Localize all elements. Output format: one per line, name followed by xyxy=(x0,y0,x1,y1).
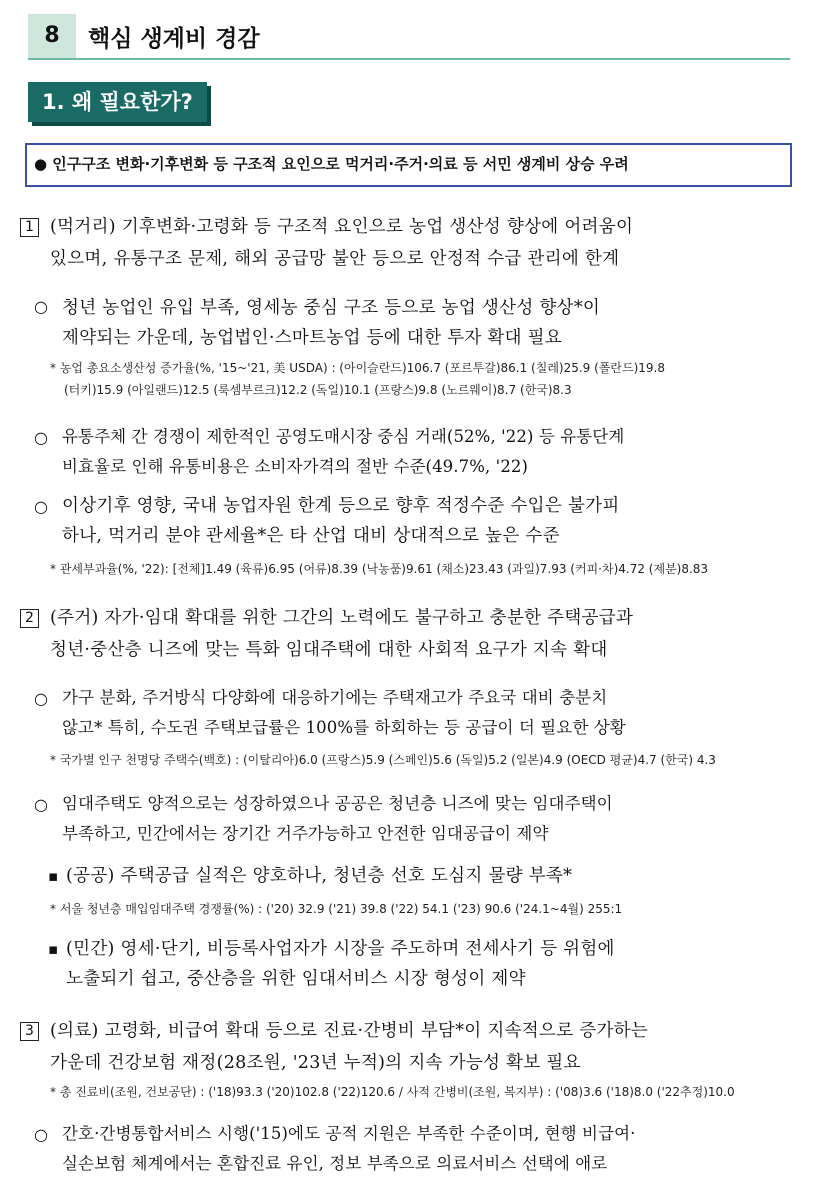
bullet-square: ▪ xyxy=(48,867,59,885)
item-1-2-line-1: 유통주체 간 경쟁이 제한적인 공영도매시장 중심 거래(52%, '22) 등 유통단계 xyxy=(62,427,625,446)
item-2-1-line-2: 않고* 특히, 수도권 주택보급률은 100%를 하회하는 등 공급이 더 필요한 상황 xyxy=(62,718,626,737)
bullet-circle: ○ xyxy=(34,795,48,814)
note-1-3-line-1: * 관세부과율(%, '22): [전체]1.49 (육류)6.95 (어류)8.39 (낙농품)9.61 (채소)23.43 (과일)7.93 (커피·차)4.72 (제분)8.83 xyxy=(50,562,709,576)
note-2-3-line-1: * 서울 청년층 매입임대주택 경쟁률(%) : ('20) 32.9 ('21) 39.8 ('22) 54.1 ('23) 90.6 ('24.1~4월) 255:1 xyxy=(50,902,623,916)
bullet-circle: ○ xyxy=(34,297,48,316)
item-2-2-line-1: 임대주택도 양적으로는 성장하였으나 공공은 청년층 니즈에 맞는 임대주택이 xyxy=(62,794,613,813)
item-1-2-line-2: 비효율로 인해 유통비용은 소비자가격의 절반 수준(49.7%, '22) xyxy=(62,457,529,476)
item-2-2-line-2: 부족하고, 민간에서는 장기간 거주가능하고 안전한 임대공급이 제약 xyxy=(62,824,549,843)
section-2-line-1: (주거) 자가·임대 확대를 위한 그간의 노력에도 불구하고 충분한 주택공급과 xyxy=(50,608,634,628)
item-3-1-line-2: 실손보험 체계에서는 혼합진료 유인, 정보 부족으로 의료서비스 선택에 애로 xyxy=(62,1154,608,1173)
section-2-line-2: 청년·중산층 니즈에 맞는 특화 임대주택에 대한 사회적 요구가 지속 확대 xyxy=(50,640,608,660)
item-1-1-line-1: 청년 농업인 유입 부족, 영세농 중심 구조 등으로 농업 생산성 향상*이 xyxy=(62,298,601,318)
item-2-3-line-1: (공공) 주택공급 실적은 양호하나, 청년층 선호 도심지 물량 부족* xyxy=(66,866,573,886)
note-1-1-line-1: * 농업 총요소생산성 증가율(%, '15~'21, 美 USDA) : (아이슬란드)106.7 (포르투갈)86.1 (칠레)25.9 (폴란드)19.8 xyxy=(50,361,665,375)
note-1-1-line-2: (터키)15.9 (아일랜드)12.5 (룩셈부르크)12.2 (독일)10.1 (프랑스)9.8 (노르웨이)8.7 (한국)8.3 xyxy=(64,383,572,397)
section-number-1: 1 xyxy=(20,218,39,237)
section-3-line-1: (의료) 고령화, 비급여 확대 등으로 진료·간병비 부담*이 지속적으로 증가하는 xyxy=(50,1021,649,1041)
section-title: 핵심 생계비 경감 xyxy=(88,26,260,52)
section-1-line-2: 있으며, 유통구조 문제, 해외 공급망 불안 등으로 안정적 수급 관리에 한계 xyxy=(50,249,620,269)
bullet-circle: ○ xyxy=(34,689,48,708)
item-2-4-line-2: 노출되기 쉽고, 중산층을 위한 임대서비스 시장 형성이 제약 xyxy=(66,969,526,989)
section-number-3: 3 xyxy=(20,1022,39,1041)
item-2-4-line-1: (민간) 영세·단기, 비등록사업자가 시장을 주도하며 전세사기 등 위험에 xyxy=(66,939,615,959)
subtitle-heading: 1. 왜 필요한가? xyxy=(28,82,207,122)
section-number-2: 2 xyxy=(20,609,39,628)
item-1-3-line-2: 하나, 먹거리 분야 관세율*은 타 산업 대비 상대적으로 높은 수준 xyxy=(62,526,560,546)
bullet-circle: ○ xyxy=(34,497,48,516)
bullet-square: ▪ xyxy=(48,940,59,958)
bullet-circle: ○ xyxy=(34,428,48,447)
note-2-1-line-1: * 국가별 인구 천명당 주택수(백호) : (이탈리아)6.0 (프랑스)5.9 (스페인)5.6 (독일)5.2 (일본)4.9 (OECD 평균)4.7 (한국) 4.3 xyxy=(50,753,716,767)
section-3-line-2: 가운데 건강보험 재정(28조원, '23년 누적)의 지속 가능성 확보 필요 xyxy=(50,1053,581,1073)
note-3-line-1: * 총 진료비(조원, 건보공단) : ('18)93.3 ('20)102.8 ('22)120.6 / 사적 간병비(조원, 복지부) : ('08)3.6 ('18)8.0 ('22추정)10.0 xyxy=(50,1085,735,1099)
section-number: 8 xyxy=(28,14,76,58)
item-1-1-line-2: 제약되는 가운데, 농업법인·스마트농업 등에 대한 투자 확대 필요 xyxy=(62,328,563,348)
bullet-circle: ○ xyxy=(34,1125,48,1144)
section-1-line-1: (먹거리) 기후변화·고령화 등 구조적 요인으로 농업 생산성 향상에 어려움이 xyxy=(50,217,634,237)
item-2-1-line-1: 가구 분화, 주거방식 다양화에 대응하기에는 주택재고가 주요국 대비 충분치 xyxy=(62,688,608,707)
item-3-1-line-1: 간호·간병통합서비스 시행('15)에도 공적 지원은 부족한 수준이며, 현행 비급여· xyxy=(62,1124,636,1143)
summary-text: ● 인구구조 변화·기후변화 등 구조적 요인으로 먹거리·주거·의료 등 서민 생계비 상승 우려 xyxy=(34,155,629,173)
item-1-3-line-1: 이상기후 영향, 국내 농업자원 한계 등으로 향후 적정수준 수입은 불가피 xyxy=(62,496,620,516)
